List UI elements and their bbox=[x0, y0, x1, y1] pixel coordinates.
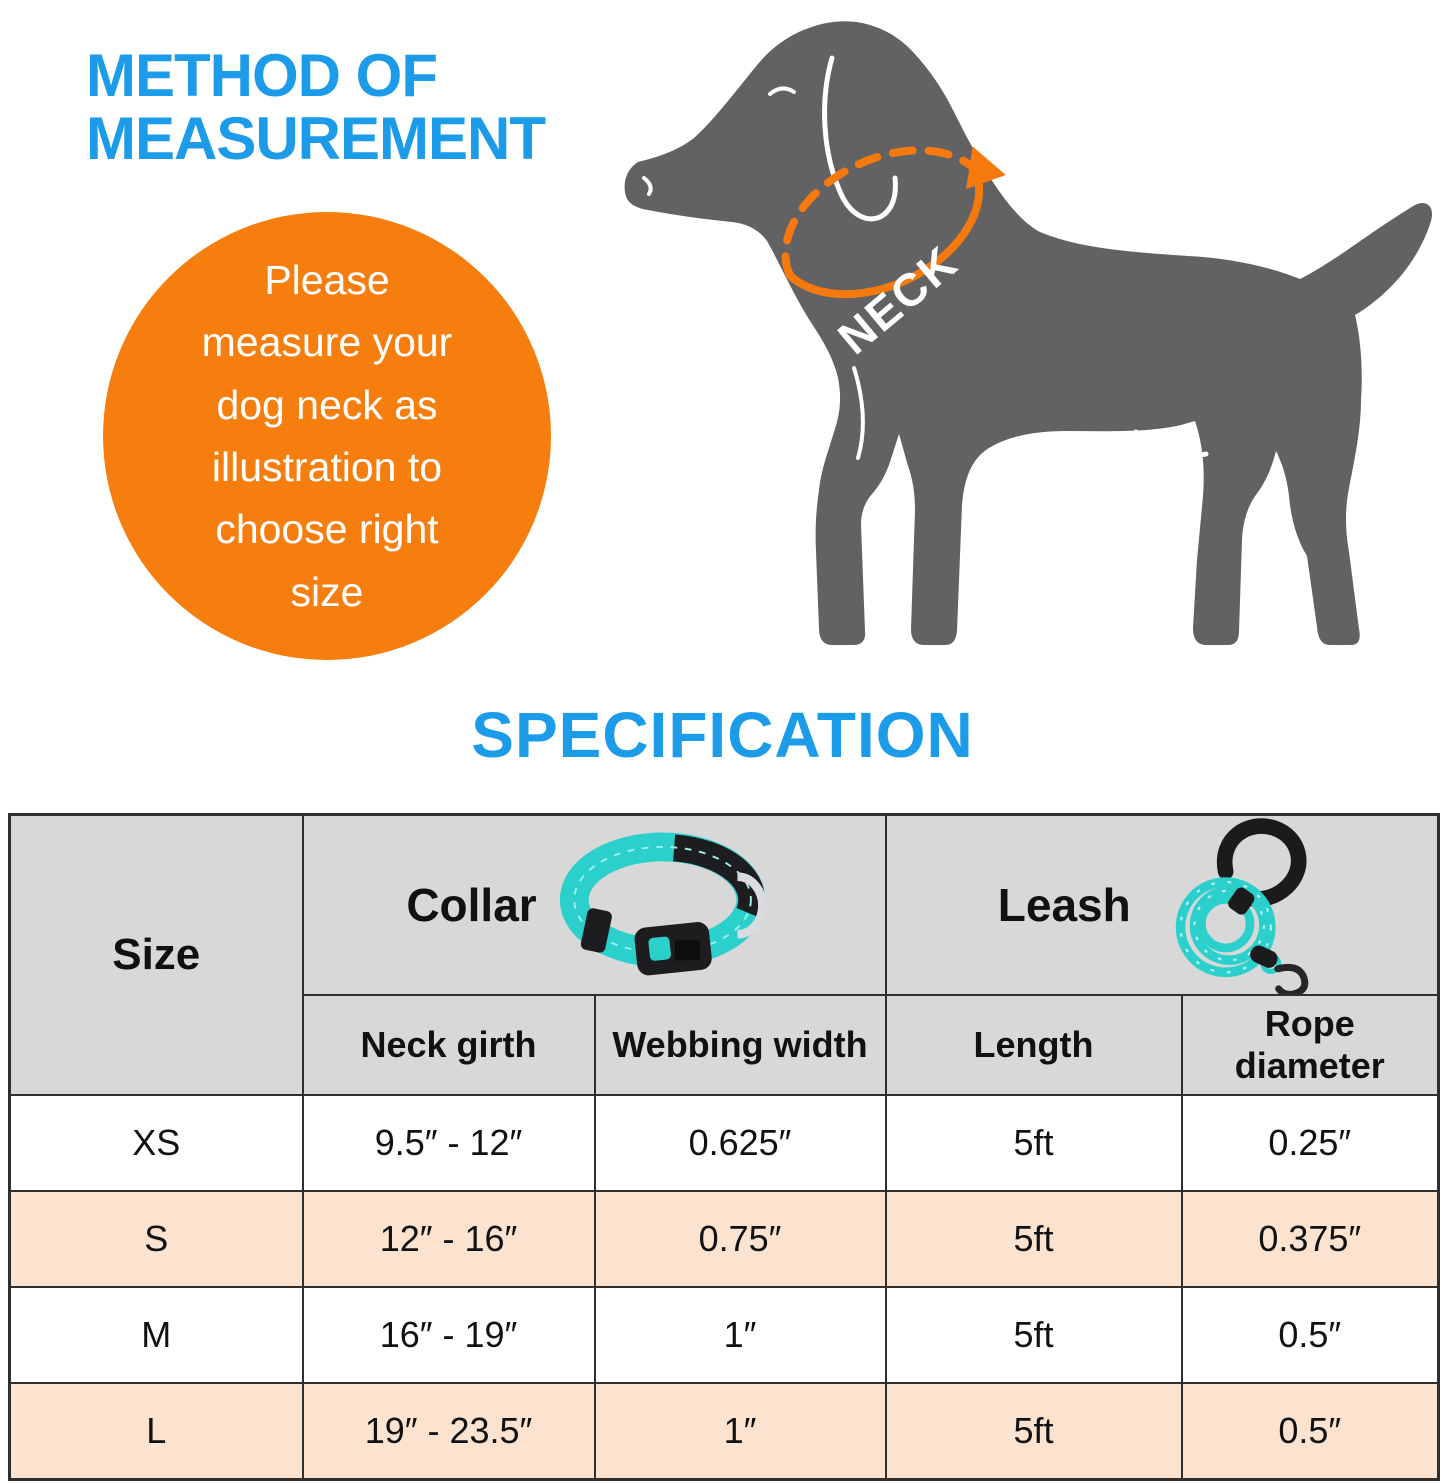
table-row-m bbox=[10, 1287, 1439, 1383]
specification-table bbox=[8, 813, 1440, 1481]
cell-neck-girth: 19″ - 23.5″ bbox=[303, 1383, 595, 1479]
method-title-line2: MEASUREMENT bbox=[86, 105, 546, 172]
dog-silhouette-icon bbox=[608, 0, 1445, 660]
leash-group-label: Leash bbox=[997, 879, 1131, 931]
cell-webbing-width: 1″ bbox=[595, 1383, 886, 1479]
cell-size: S bbox=[10, 1191, 303, 1287]
cell-size: XS bbox=[10, 1095, 303, 1191]
cell-rope-diameter: 0.25″ bbox=[1182, 1095, 1439, 1191]
cell-rope-diameter: 0.375″ bbox=[1182, 1191, 1439, 1287]
cell-size: M bbox=[10, 1287, 303, 1383]
cell-length: 5ft bbox=[886, 1383, 1182, 1479]
col-header-size: Size bbox=[10, 815, 303, 1096]
cell-rope-diameter: 0.5″ bbox=[1182, 1383, 1439, 1479]
col-group-leash bbox=[886, 815, 1439, 996]
dog-illustration bbox=[608, 0, 1445, 660]
cell-neck-girth: 16″ - 19″ bbox=[303, 1287, 595, 1383]
cell-rope-diameter: 0.5″ bbox=[1182, 1287, 1439, 1383]
col-header-rope-diameter: Rope diameter bbox=[1182, 995, 1439, 1095]
collar-image bbox=[547, 821, 782, 989]
table-row-l bbox=[10, 1383, 1439, 1479]
method-title-line1: METHOD OF bbox=[86, 42, 437, 109]
table-row-xs bbox=[10, 1095, 1439, 1191]
collar-group-label: Collar bbox=[406, 879, 537, 931]
instruction-text: Please measure your dog neck as illustration to choose right size bbox=[201, 257, 453, 615]
neck-label: NECK bbox=[828, 235, 968, 365]
cell-webbing-width: 0.75″ bbox=[595, 1191, 886, 1287]
cell-webbing-width: 1″ bbox=[595, 1287, 886, 1383]
cell-length: 5ft bbox=[886, 1095, 1182, 1191]
cell-length: 5ft bbox=[886, 1287, 1182, 1383]
cell-neck-girth: 12″ - 16″ bbox=[303, 1191, 595, 1287]
leash-image bbox=[1141, 816, 1326, 994]
cell-webbing-width: 0.625″ bbox=[595, 1095, 886, 1191]
thigh-line bbox=[1136, 432, 1206, 456]
col-header-webbing-width: Webbing width bbox=[595, 995, 886, 1095]
cell-size: L bbox=[10, 1383, 303, 1479]
specification-title: SPECIFICATION bbox=[471, 699, 974, 771]
method-title bbox=[86, 44, 545, 170]
dog-body-shape bbox=[625, 21, 1432, 645]
instruction-circle bbox=[103, 212, 551, 660]
table-row-s bbox=[10, 1191, 1439, 1287]
col-header-length: Length bbox=[886, 995, 1182, 1095]
cell-neck-girth: 9.5″ - 12″ bbox=[303, 1095, 595, 1191]
col-group-collar bbox=[303, 815, 886, 996]
front-leg-line bbox=[867, 502, 871, 638]
cell-length: 5ft bbox=[886, 1191, 1182, 1287]
col-header-neck-girth: Neck girth bbox=[303, 995, 595, 1095]
